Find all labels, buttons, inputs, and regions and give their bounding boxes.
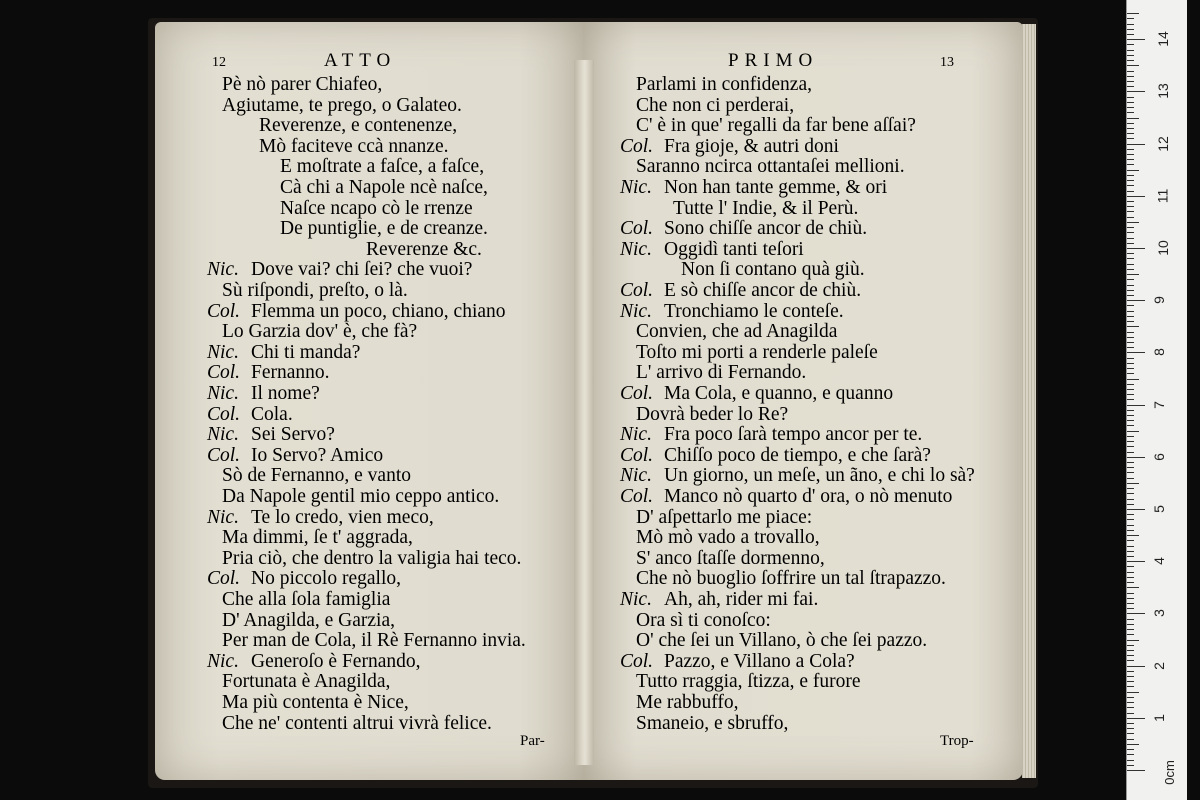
right-text-line: Smaneio, e sbruffo, xyxy=(636,712,789,734)
ruler-tick xyxy=(1127,269,1134,270)
measuring-ruler xyxy=(1126,0,1187,800)
ruler-tick xyxy=(1127,472,1134,473)
ruler-tick xyxy=(1127,71,1134,72)
ruler-tick xyxy=(1127,373,1134,374)
ruler-tick xyxy=(1127,394,1134,395)
ruler-tick xyxy=(1127,713,1134,714)
ruler-tick xyxy=(1127,441,1134,442)
ruler-tick xyxy=(1127,243,1134,244)
ruler-tick xyxy=(1127,425,1134,426)
ruler-tick xyxy=(1127,462,1134,463)
left-text-line: Il nome? xyxy=(251,383,320,404)
right-text-line: Un giorno, un meſe, un ãno, e chi lo sà? xyxy=(664,465,975,487)
ruler-tick xyxy=(1127,112,1134,113)
ruler-tick xyxy=(1127,572,1134,573)
left-text-line: Chi ti manda? xyxy=(251,341,361,363)
ruler-tick xyxy=(1127,666,1145,667)
left-speaker: Col. xyxy=(207,300,241,322)
ruler-number: 7 xyxy=(1150,400,1167,409)
ruler-tick xyxy=(1127,102,1134,103)
left-text-line: Ma più contenta è Nice, xyxy=(222,692,409,713)
ruler-tick xyxy=(1127,368,1134,369)
right-text-line: Ah, ah, rider mi fai. xyxy=(664,589,819,610)
ruler-tick xyxy=(1127,514,1134,515)
right-text-line: Sono chiſſe ancor de chiù. xyxy=(664,218,868,240)
left-text-line: Generoſo è Fernando, xyxy=(251,650,421,672)
right-speaker: Nic. xyxy=(620,465,652,487)
ruler-tick xyxy=(1127,754,1134,755)
ruler-tick xyxy=(1127,405,1145,406)
left-text-line: Cola. xyxy=(251,403,293,425)
right-text-line: Chiſſo poco de tiempo, e che ſarà? xyxy=(664,444,931,466)
right-speaker: Nic. xyxy=(620,589,652,610)
ruler-tick xyxy=(1127,509,1145,510)
ruler-tick xyxy=(1127,660,1134,661)
ruler-number: 11 xyxy=(1154,188,1171,204)
right-text-line: Ma Cola, e quanno, e quanno xyxy=(664,383,894,404)
ruler-number: 14 xyxy=(1154,31,1171,47)
right-text-line: C' è in que' regalli da far bene aſſai? xyxy=(636,115,916,137)
ruler-tick xyxy=(1127,566,1134,567)
left-page-number: 12 xyxy=(212,55,226,70)
ruler-tick xyxy=(1127,551,1134,552)
ruler-tick xyxy=(1127,488,1134,489)
ruler-tick xyxy=(1127,332,1134,333)
ruler-tick xyxy=(1127,577,1134,578)
ruler-tick xyxy=(1127,728,1134,729)
ruler-number: 6 xyxy=(1150,452,1167,461)
ruler-tick xyxy=(1127,91,1145,92)
ruler-tick xyxy=(1127,118,1139,119)
ruler-tick xyxy=(1127,227,1134,228)
ruler-tick xyxy=(1127,504,1134,505)
left-text-line: Pè nò parer Chiafeo, xyxy=(222,74,383,95)
left-text-line: D' Anagilda, e Garzia, xyxy=(222,609,395,631)
right-text-line: D' aſpettarlo me piace: xyxy=(636,506,813,528)
left-text-line: No piccolo regallo, xyxy=(251,568,401,590)
right-text-line: Che nò buoglio ſoffrire un tal ſtrapazzo. xyxy=(636,568,946,590)
right-speaker: Nic. xyxy=(620,177,652,198)
left-text-line: E moſtrate a faſce, a faſce, xyxy=(280,156,485,178)
ruler-tick xyxy=(1127,191,1134,192)
ruler-tick xyxy=(1127,180,1134,181)
ruler-number: 2 xyxy=(1150,661,1167,670)
left-text-line: Da Napole gentil mio ceppo antico. xyxy=(222,486,500,507)
left-text-line: De puntiglie, e de creanze. xyxy=(280,218,488,240)
left-text-line: Sei Servo? xyxy=(251,424,335,446)
page-fore-edge xyxy=(1022,24,1036,778)
left-text-line: Che ne' contenti altrui vivrà felice. xyxy=(222,712,492,734)
ruler-tick xyxy=(1127,211,1134,212)
ruler-tick xyxy=(1127,342,1134,343)
left-text-line: Sò de Fernanno, e vanto xyxy=(222,465,412,487)
ruler-tick xyxy=(1127,81,1134,82)
ruler-tick xyxy=(1127,410,1134,411)
ruler-tick xyxy=(1127,634,1134,635)
left-speaker: Nic. xyxy=(207,424,239,446)
ruler-number: 3 xyxy=(1150,609,1167,618)
left-text-line: Io Servo? Amico xyxy=(251,444,384,466)
left-speaker: Nic. xyxy=(207,259,239,281)
left-text-line: Ma dimmi, ſe t' aggrada, xyxy=(222,527,413,549)
right-text-line: Tronchiamo le conteſe. xyxy=(664,300,844,322)
ruler-tick xyxy=(1127,389,1134,390)
ruler-tick xyxy=(1127,415,1134,416)
right-text-line: Dovrà beder lo Re? xyxy=(636,403,789,425)
right-speaker: Col. xyxy=(620,135,654,157)
ruler-number: 9 xyxy=(1150,296,1167,305)
ruler-tick xyxy=(1127,55,1134,56)
ruler-tick xyxy=(1127,363,1134,364)
ruler-tick xyxy=(1127,499,1134,500)
ruler-tick xyxy=(1127,478,1134,479)
ruler-tick xyxy=(1127,739,1134,740)
ruler-tick xyxy=(1127,97,1134,98)
right-text-line: Manco nò quarto d' ora, o nò menuto xyxy=(664,486,953,507)
ruler-tick xyxy=(1127,258,1134,259)
ruler-number: 1 xyxy=(1150,713,1167,722)
right-text-line: Fra poco ſarà tempo ancor per te. xyxy=(664,424,923,446)
ruler-tick xyxy=(1127,76,1134,77)
right-text-line: S' anco ſtaſſe dormenno, xyxy=(636,547,825,569)
ruler-tick xyxy=(1127,253,1134,254)
ruler-tick xyxy=(1127,290,1134,291)
ruler-tick xyxy=(1127,640,1139,641)
ruler-tick xyxy=(1127,723,1134,724)
ruler-tick xyxy=(1127,697,1134,698)
ruler-tick xyxy=(1127,138,1134,139)
ruler-number: 4 xyxy=(1150,557,1167,566)
right-speaker: Col. xyxy=(620,650,654,672)
ruler-number: 8 xyxy=(1150,348,1167,357)
ruler-tick xyxy=(1127,619,1134,620)
ruler-tick xyxy=(1127,60,1134,61)
ruler-tick xyxy=(1127,749,1134,750)
ruler-tick xyxy=(1127,285,1134,286)
left-speaker: Nic. xyxy=(207,341,239,363)
left-catchword: Par- xyxy=(520,733,545,749)
ruler-tick xyxy=(1127,326,1139,327)
right-speaker: Nic. xyxy=(620,300,652,322)
ruler-tick xyxy=(1127,457,1145,458)
ruler-tick xyxy=(1127,311,1134,312)
right-page-number: 13 xyxy=(940,55,954,70)
right-speaker: Col. xyxy=(620,444,654,466)
ruler-tick xyxy=(1127,316,1134,317)
ruler-tick xyxy=(1127,24,1134,25)
ruler-tick xyxy=(1127,645,1134,646)
left-text-line: Per man de Cola, il Rè Fernanno invia. xyxy=(222,630,526,652)
left-running-head: ATTO xyxy=(324,50,397,71)
ruler-tick xyxy=(1127,530,1134,531)
ruler-tick xyxy=(1127,650,1134,651)
ruler-tick xyxy=(1127,34,1134,35)
ruler-tick xyxy=(1127,39,1145,40)
right-running-head: PRIMO xyxy=(728,50,819,71)
right-text-line: Pazzo, e Villano a Cola? xyxy=(664,650,855,672)
ruler-tick xyxy=(1127,232,1134,233)
ruler-tick xyxy=(1127,420,1134,421)
ruler-tick xyxy=(1127,279,1134,280)
ruler-tick xyxy=(1127,556,1134,557)
right-text-line: Me rabbuffo, xyxy=(636,692,739,713)
right-text-line: O' che ſei un Villano, ò che ſei pazzo. xyxy=(636,630,928,652)
ruler-tick xyxy=(1127,535,1139,536)
ruler-tick xyxy=(1127,86,1134,87)
ruler-tick xyxy=(1127,107,1134,108)
ruler-number: 12 xyxy=(1154,135,1171,152)
right-text-line: Tutte l' Indie, & il Perù. xyxy=(673,197,859,219)
ruler-tick xyxy=(1127,446,1134,447)
left-text-line: Te lo credo, vien meco, xyxy=(251,506,434,528)
ruler-tick xyxy=(1127,467,1134,468)
ruler-tick xyxy=(1127,206,1134,207)
right-text-line: Mò mò vado a trovallo, xyxy=(636,527,820,549)
ruler-tick xyxy=(1127,170,1139,171)
ruler-tick xyxy=(1127,686,1134,687)
ruler-tick xyxy=(1127,483,1139,484)
ruler-tick xyxy=(1127,201,1134,202)
right-text-line: Tutto rraggia, ſtizza, e furore xyxy=(636,671,861,693)
right-text-line: Saranno ncirca ottantaſei mellioni. xyxy=(636,156,905,178)
right-speaker: Col. xyxy=(620,218,654,240)
ruler-tick xyxy=(1127,358,1134,359)
left-text-line: Mò faciteve ccà nnanze. xyxy=(259,135,449,157)
ruler-tick xyxy=(1127,692,1139,693)
right-speaker: Nic. xyxy=(620,238,652,260)
ruler-tick xyxy=(1127,707,1134,708)
ruler-tick xyxy=(1127,175,1134,176)
ruler-tick xyxy=(1127,546,1134,547)
right-text-line: L' arrivo di Fernando. xyxy=(636,362,807,384)
ruler-tick xyxy=(1127,598,1134,599)
ruler-tick xyxy=(1127,493,1134,494)
left-speaker: Nic. xyxy=(207,650,239,672)
ruler-tick xyxy=(1127,431,1139,432)
ruler-tick xyxy=(1127,561,1145,562)
right-text-line: Fra gioje, & autri doni xyxy=(664,135,839,157)
ruler-tick xyxy=(1127,196,1145,197)
right-speaker: Col. xyxy=(620,280,654,301)
left-text-line: Reverenze, e contenenze, xyxy=(259,115,458,137)
ruler-tick xyxy=(1127,718,1145,719)
ruler-tick xyxy=(1127,436,1134,437)
ruler-tick xyxy=(1127,540,1134,541)
left-speaker: Nic. xyxy=(207,506,239,528)
ruler-tick xyxy=(1127,671,1134,672)
left-text-line: Dove vai? chi ſei? che vuoi? xyxy=(251,259,473,281)
ruler-tick xyxy=(1127,525,1134,526)
ruler-tick xyxy=(1127,300,1145,301)
ruler-tick xyxy=(1127,582,1134,583)
ruler-tick xyxy=(1127,519,1134,520)
left-text-line: Fernanno. xyxy=(251,362,330,384)
left-text-line: Pria ciò, che dentro la valigia hai teco. xyxy=(222,547,522,569)
ruler-tick xyxy=(1127,149,1134,150)
left-text-line: Lo Garzia dov' è, che fà? xyxy=(222,321,418,343)
ruler-tick xyxy=(1127,587,1139,588)
ruler-tick xyxy=(1127,655,1134,656)
ruler-tick xyxy=(1127,593,1134,594)
book-gutter xyxy=(574,60,594,765)
ruler-tick xyxy=(1127,133,1134,134)
left-text-line: Reverenze &c. xyxy=(366,238,482,260)
ruler-unit-label: 0cm xyxy=(1161,760,1177,785)
ruler-tick xyxy=(1127,676,1134,677)
left-speaker: Col. xyxy=(207,362,241,384)
ruler-tick xyxy=(1127,770,1145,771)
ruler-tick xyxy=(1127,164,1134,165)
left-text-line: Che alla ſola famiglia xyxy=(222,589,391,610)
ruler-tick xyxy=(1127,264,1134,265)
ruler-tick xyxy=(1127,248,1145,249)
right-catchword: Trop- xyxy=(940,733,974,749)
left-text-line: Flemma un poco, chiano, chiano xyxy=(251,300,506,322)
right-text-line: Ora sì ti conoſco: xyxy=(636,609,771,631)
right-speaker: Nic. xyxy=(620,424,652,446)
left-speaker: Col. xyxy=(207,403,241,425)
ruler-number: 5 xyxy=(1150,505,1167,513)
ruler-tick xyxy=(1127,702,1134,703)
ruler-tick xyxy=(1127,744,1139,745)
ruler-tick xyxy=(1127,760,1134,761)
left-text-line: Sù riſpondi, preſto, o là. xyxy=(222,280,408,301)
ruler-tick xyxy=(1127,681,1134,682)
ruler-tick xyxy=(1127,65,1139,66)
ruler-tick xyxy=(1127,44,1134,45)
ruler-number: 13 xyxy=(1154,83,1171,100)
ruler-tick xyxy=(1127,399,1134,400)
ruler-tick xyxy=(1127,352,1145,353)
ruler-tick xyxy=(1127,222,1139,223)
left-speaker: Nic. xyxy=(207,383,239,404)
ruler-tick xyxy=(1127,144,1145,145)
ruler-tick xyxy=(1127,603,1134,604)
ruler-tick xyxy=(1127,321,1134,322)
right-text-line: Oggidì tanti teſori xyxy=(664,238,804,260)
ruler-tick xyxy=(1127,624,1134,625)
ruler-tick xyxy=(1127,159,1134,160)
right-text-line: Convien, che ad Anagilda xyxy=(636,321,838,343)
left-text-line: Fortunata è Anagilda, xyxy=(222,671,391,693)
ruler-tick xyxy=(1127,238,1134,239)
ruler-tick xyxy=(1127,123,1134,124)
right-text-line: Non ſi contano quà giù. xyxy=(681,259,865,281)
ruler-tick xyxy=(1127,608,1134,609)
right-speaker: Col. xyxy=(620,486,654,507)
ruler-tick xyxy=(1127,379,1139,380)
ruler-tick xyxy=(1127,629,1134,630)
right-text-line: E sò chiſſe ancor de chiù. xyxy=(664,280,862,301)
ruler-tick xyxy=(1127,18,1134,19)
ruler-tick xyxy=(1127,347,1134,348)
ruler-tick xyxy=(1127,733,1134,734)
right-text-line: Che non ci perderai, xyxy=(636,94,795,116)
left-text-line: Naſce ncapo cò le rrenze xyxy=(280,197,473,219)
ruler-tick xyxy=(1127,337,1134,338)
ruler-tick xyxy=(1127,452,1134,453)
left-text-line: Cà chi a Napole ncè naſce, xyxy=(280,177,488,198)
ruler-tick xyxy=(1127,613,1145,614)
ruler-tick xyxy=(1127,765,1134,766)
left-text-line: Agiutame, te prego, o Galateo. xyxy=(222,94,462,116)
ruler-tick xyxy=(1127,305,1134,306)
left-speaker: Col. xyxy=(207,568,241,590)
ruler-number: 10 xyxy=(1154,240,1171,256)
right-text-line: Parlami in confidenza, xyxy=(636,74,812,95)
right-text-line: Non han tante gemme, & ori xyxy=(664,177,888,198)
right-speaker: Col. xyxy=(620,383,654,404)
left-speaker: Col. xyxy=(207,444,241,466)
ruler-tick xyxy=(1127,217,1134,218)
ruler-tick xyxy=(1127,384,1134,385)
ruler-tick xyxy=(1127,274,1139,275)
ruler-tick xyxy=(1127,13,1139,14)
ruler-tick xyxy=(1127,50,1134,51)
ruler-tick xyxy=(1127,154,1134,155)
right-text-line: Toſto mi porti a renderle paleſe xyxy=(636,341,878,363)
ruler-tick xyxy=(1127,185,1134,186)
ruler-tick xyxy=(1127,29,1134,30)
ruler-tick xyxy=(1127,295,1134,296)
ruler-tick xyxy=(1127,128,1134,129)
